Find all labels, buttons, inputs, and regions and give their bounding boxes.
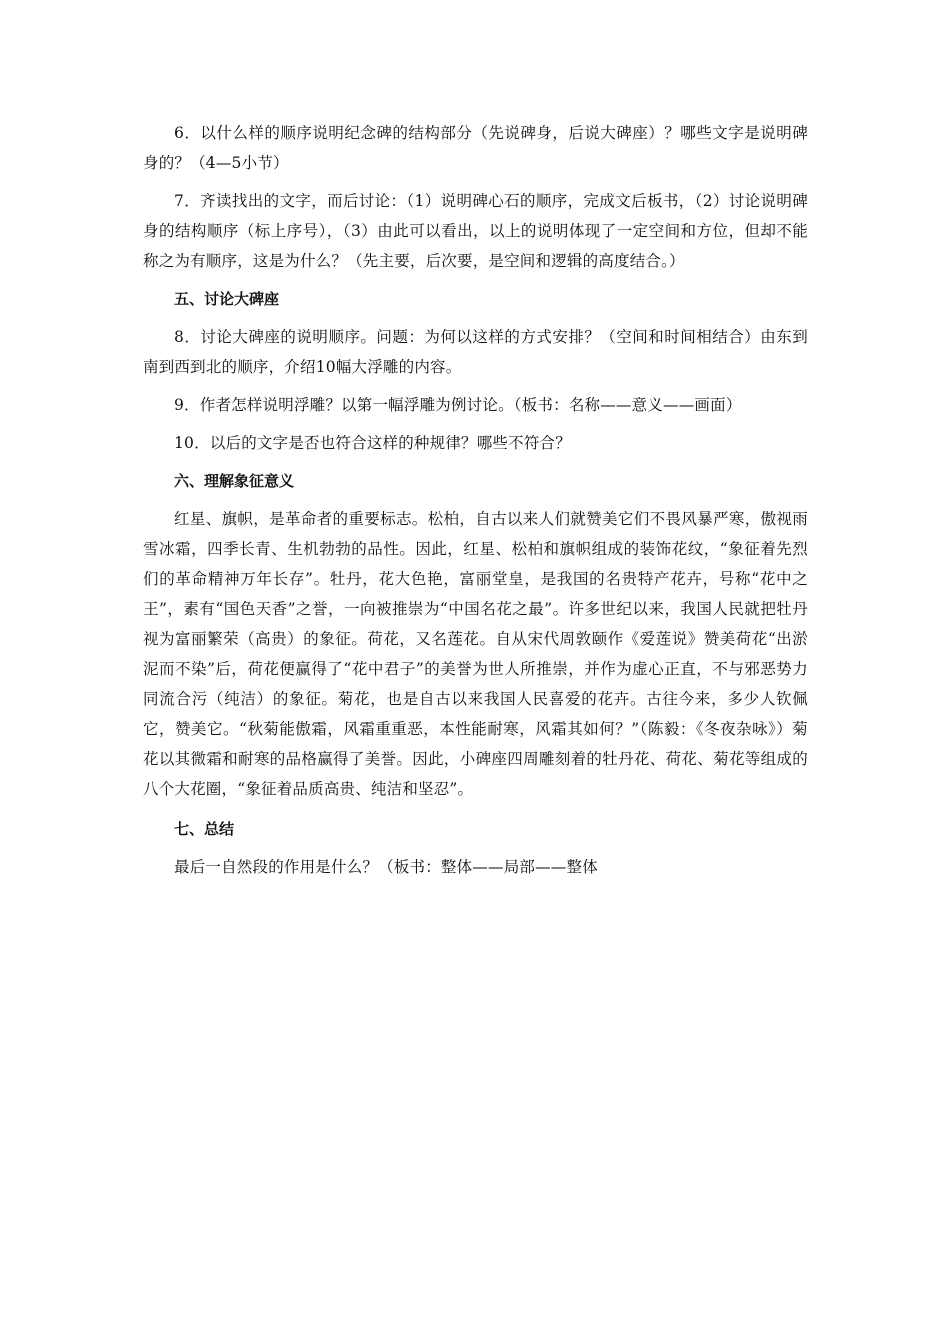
paragraph-item-7: 7．齐读找出的文字，而后讨论：（1）说明碑心石的顺序，完成文后板书，（2）讨论说明碑身的结构顺序（标上序号），（3）由此可以看出，以上的说明体现了一定空间和方位，但却不能称之为有顺序，这是为什么？（先主要，后次要，是空间和逻辑的高度结合。） — [143, 192, 808, 270]
section-heading-7: 七、总结 — [174, 820, 235, 838]
paragraph-item-6: 6．以什么样的顺序说明纪念碑的结构部分（先说碑身，后说大碑座）？哪些文字是说明碑身的？（4—5小节） — [143, 124, 808, 172]
paragraph-item-10: 10．以后的文字是否也符合这样的种规律？哪些不符合？ — [174, 434, 571, 452]
paragraph-item-8: 8．讨论大碑座的说明顺序。问题：为何以这样的方式安排？（空间和时间相结合）由东到南到西到北的顺序，介绍10幅大浮雕的内容。 — [143, 328, 808, 376]
section-heading-5: 五、讨论大碑座 — [174, 290, 280, 308]
paragraph-item-9: 9．作者怎样说明浮雕？以第一幅浮雕为例讨论。（板书：名称——意义——画面） — [174, 396, 742, 414]
paragraph-symbolism: 红星、旗帜，是革命者的重要标志。松柏，自古以来人们就赞美它们不畏风暴严寒，傲视雨雪冰霜，四季长青、生机勃勃的品性。因此，红星、松柏和旗帜组成的装饰花纹，“象征着先烈们的革命精神万年长存”。牡丹，花大色艳，富丽堂皇，是我国的名贵特产花卉，号称“花中之王”，素有“国色天香”之誉，一向被推崇为“中国名花之最”。许多世纪以来，我国人民就把牡丹视为富丽繁荣（高贵）的象征。荷花，又名莲花。自从宋代周敦颐作《爱莲说》赞美荷花“出淤泥而不染”后，荷花便赢得了“花中君子”的美誉为世人所推崇，并作为虚心正直，不与邪恶势力同流合污（纯洁）的象征。菊花，也是自古以来我国人民喜爱的花卉。古往今来，多少人钦佩它，赞美它。“秋菊能傲霜，风霜重重恶，本性能耐寒，风霜其如何？”（陈毅：《冬夜杂咏》）菊花以其微霜和耐寒的品格赢得了美誉。因此，小碑座四周雕刻着的牡丹花、荷花、菊花等组成的八个大花圈，“象征着品质高贵、纯洁和坚忍”。 — [143, 510, 808, 798]
section-heading-6: 六、理解象征意义 — [174, 472, 295, 490]
paragraph-summary: 最后一自然段的作用是什么？（板书：整体——局部——整体 — [174, 858, 598, 876]
document-body — [143, 118, 808, 882]
